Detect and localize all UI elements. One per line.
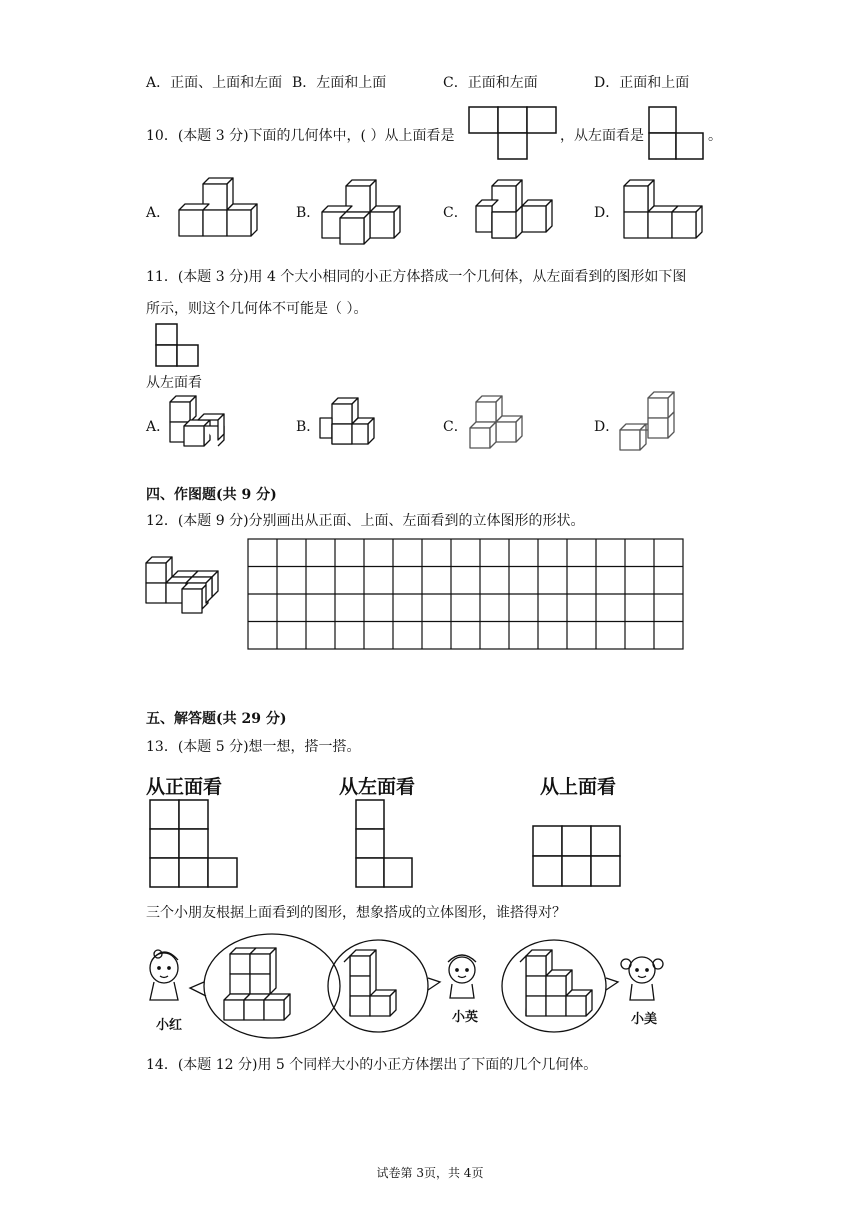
q11-text-line2: 所示，则这个几何体不可能是（ ）。 bbox=[146, 301, 368, 317]
kid-xiaomei-illustration bbox=[500, 938, 680, 1048]
kid-xiaoying-illustration bbox=[328, 938, 498, 1048]
q11-option-c-label: C． bbox=[443, 419, 468, 435]
q11-option-d-label: D． bbox=[594, 419, 620, 435]
q13-text: 13．(本题 5 分)想一想，搭一搭。 bbox=[146, 739, 361, 755]
q10-text-3: 。 bbox=[708, 128, 722, 144]
kid-name-xiaomei: 小美 bbox=[631, 1012, 658, 1027]
q11-option-a-figure bbox=[168, 396, 228, 456]
q10-option-c-label: C． bbox=[443, 205, 468, 221]
q13-left-view bbox=[354, 798, 424, 898]
q11-text-line1: 11．(本题 3 分)用 4 个大小相同的小正方体搭成一个几何体，从左面看到的图形如下图 bbox=[146, 269, 687, 285]
q14-text: 14．(本题 12 分)用 5 个同样大小的小正方体摆出了下面的几个几何体。 bbox=[146, 1057, 598, 1073]
q11-left-view-figure bbox=[155, 323, 205, 369]
q10-text-1: 10．(本题 3 分)下面的几何体中，( ）从上面看是 bbox=[146, 128, 455, 144]
q12-text: 12．(本题 9 分)分别画出从正面、上面、左面看到的立体图形的形状。 bbox=[146, 513, 585, 529]
view-label-front: 从正面看 bbox=[146, 776, 223, 798]
q10-text-2: ，从左面看是 bbox=[560, 128, 644, 144]
q9-option-c: C．正面和左面 bbox=[443, 75, 538, 91]
q9-option-b: B．左面和上面 bbox=[292, 75, 387, 91]
q11-option-b-figure bbox=[318, 396, 378, 456]
q10-option-b-figure bbox=[320, 178, 410, 248]
view-label-left: 从左面看 bbox=[339, 776, 416, 798]
q13-top-view bbox=[531, 824, 631, 894]
q12-solid-figure bbox=[142, 553, 222, 633]
q11-option-d-figure bbox=[618, 392, 688, 458]
q10-option-d-figure bbox=[622, 180, 712, 245]
q10-option-a-figure bbox=[175, 180, 265, 245]
section4-heading: 四、作图题(共 9 分) bbox=[146, 487, 277, 503]
q13-front-view bbox=[148, 798, 248, 898]
q11-option-c-figure bbox=[468, 396, 538, 456]
q9-option-a: A．正面、上面和左面 bbox=[146, 75, 283, 91]
q10-left-view-figure bbox=[648, 106, 708, 166]
q10-option-a-label: A． bbox=[146, 205, 171, 221]
q10-option-b-label: B． bbox=[296, 205, 321, 221]
q10-top-view-figure bbox=[468, 106, 558, 166]
q9-option-d: D．正面和上面 bbox=[594, 75, 690, 91]
q10-option-c-figure bbox=[472, 180, 562, 250]
q12-drawing-grid[interactable] bbox=[247, 538, 687, 652]
q11-option-b-label: B． bbox=[296, 419, 321, 435]
view-label-top: 从上面看 bbox=[540, 776, 617, 798]
section5-heading: 五、解答题(共 29 分) bbox=[146, 711, 287, 727]
q13-question: 三个小朋友根据上面看到的图形，想象搭成的立体图形，谁搭得对？ bbox=[146, 905, 566, 921]
q11-caption: 从左面看 bbox=[146, 375, 202, 391]
kid-name-xiaoying: 小英 bbox=[452, 1010, 479, 1025]
kid-name-xiaohong: 小红 bbox=[156, 1018, 183, 1033]
page-footer: 试卷第 3页，共 4页 bbox=[376, 1166, 484, 1180]
q11-option-a-label: A． bbox=[146, 419, 171, 435]
q10-option-d-label: D． bbox=[594, 205, 620, 221]
